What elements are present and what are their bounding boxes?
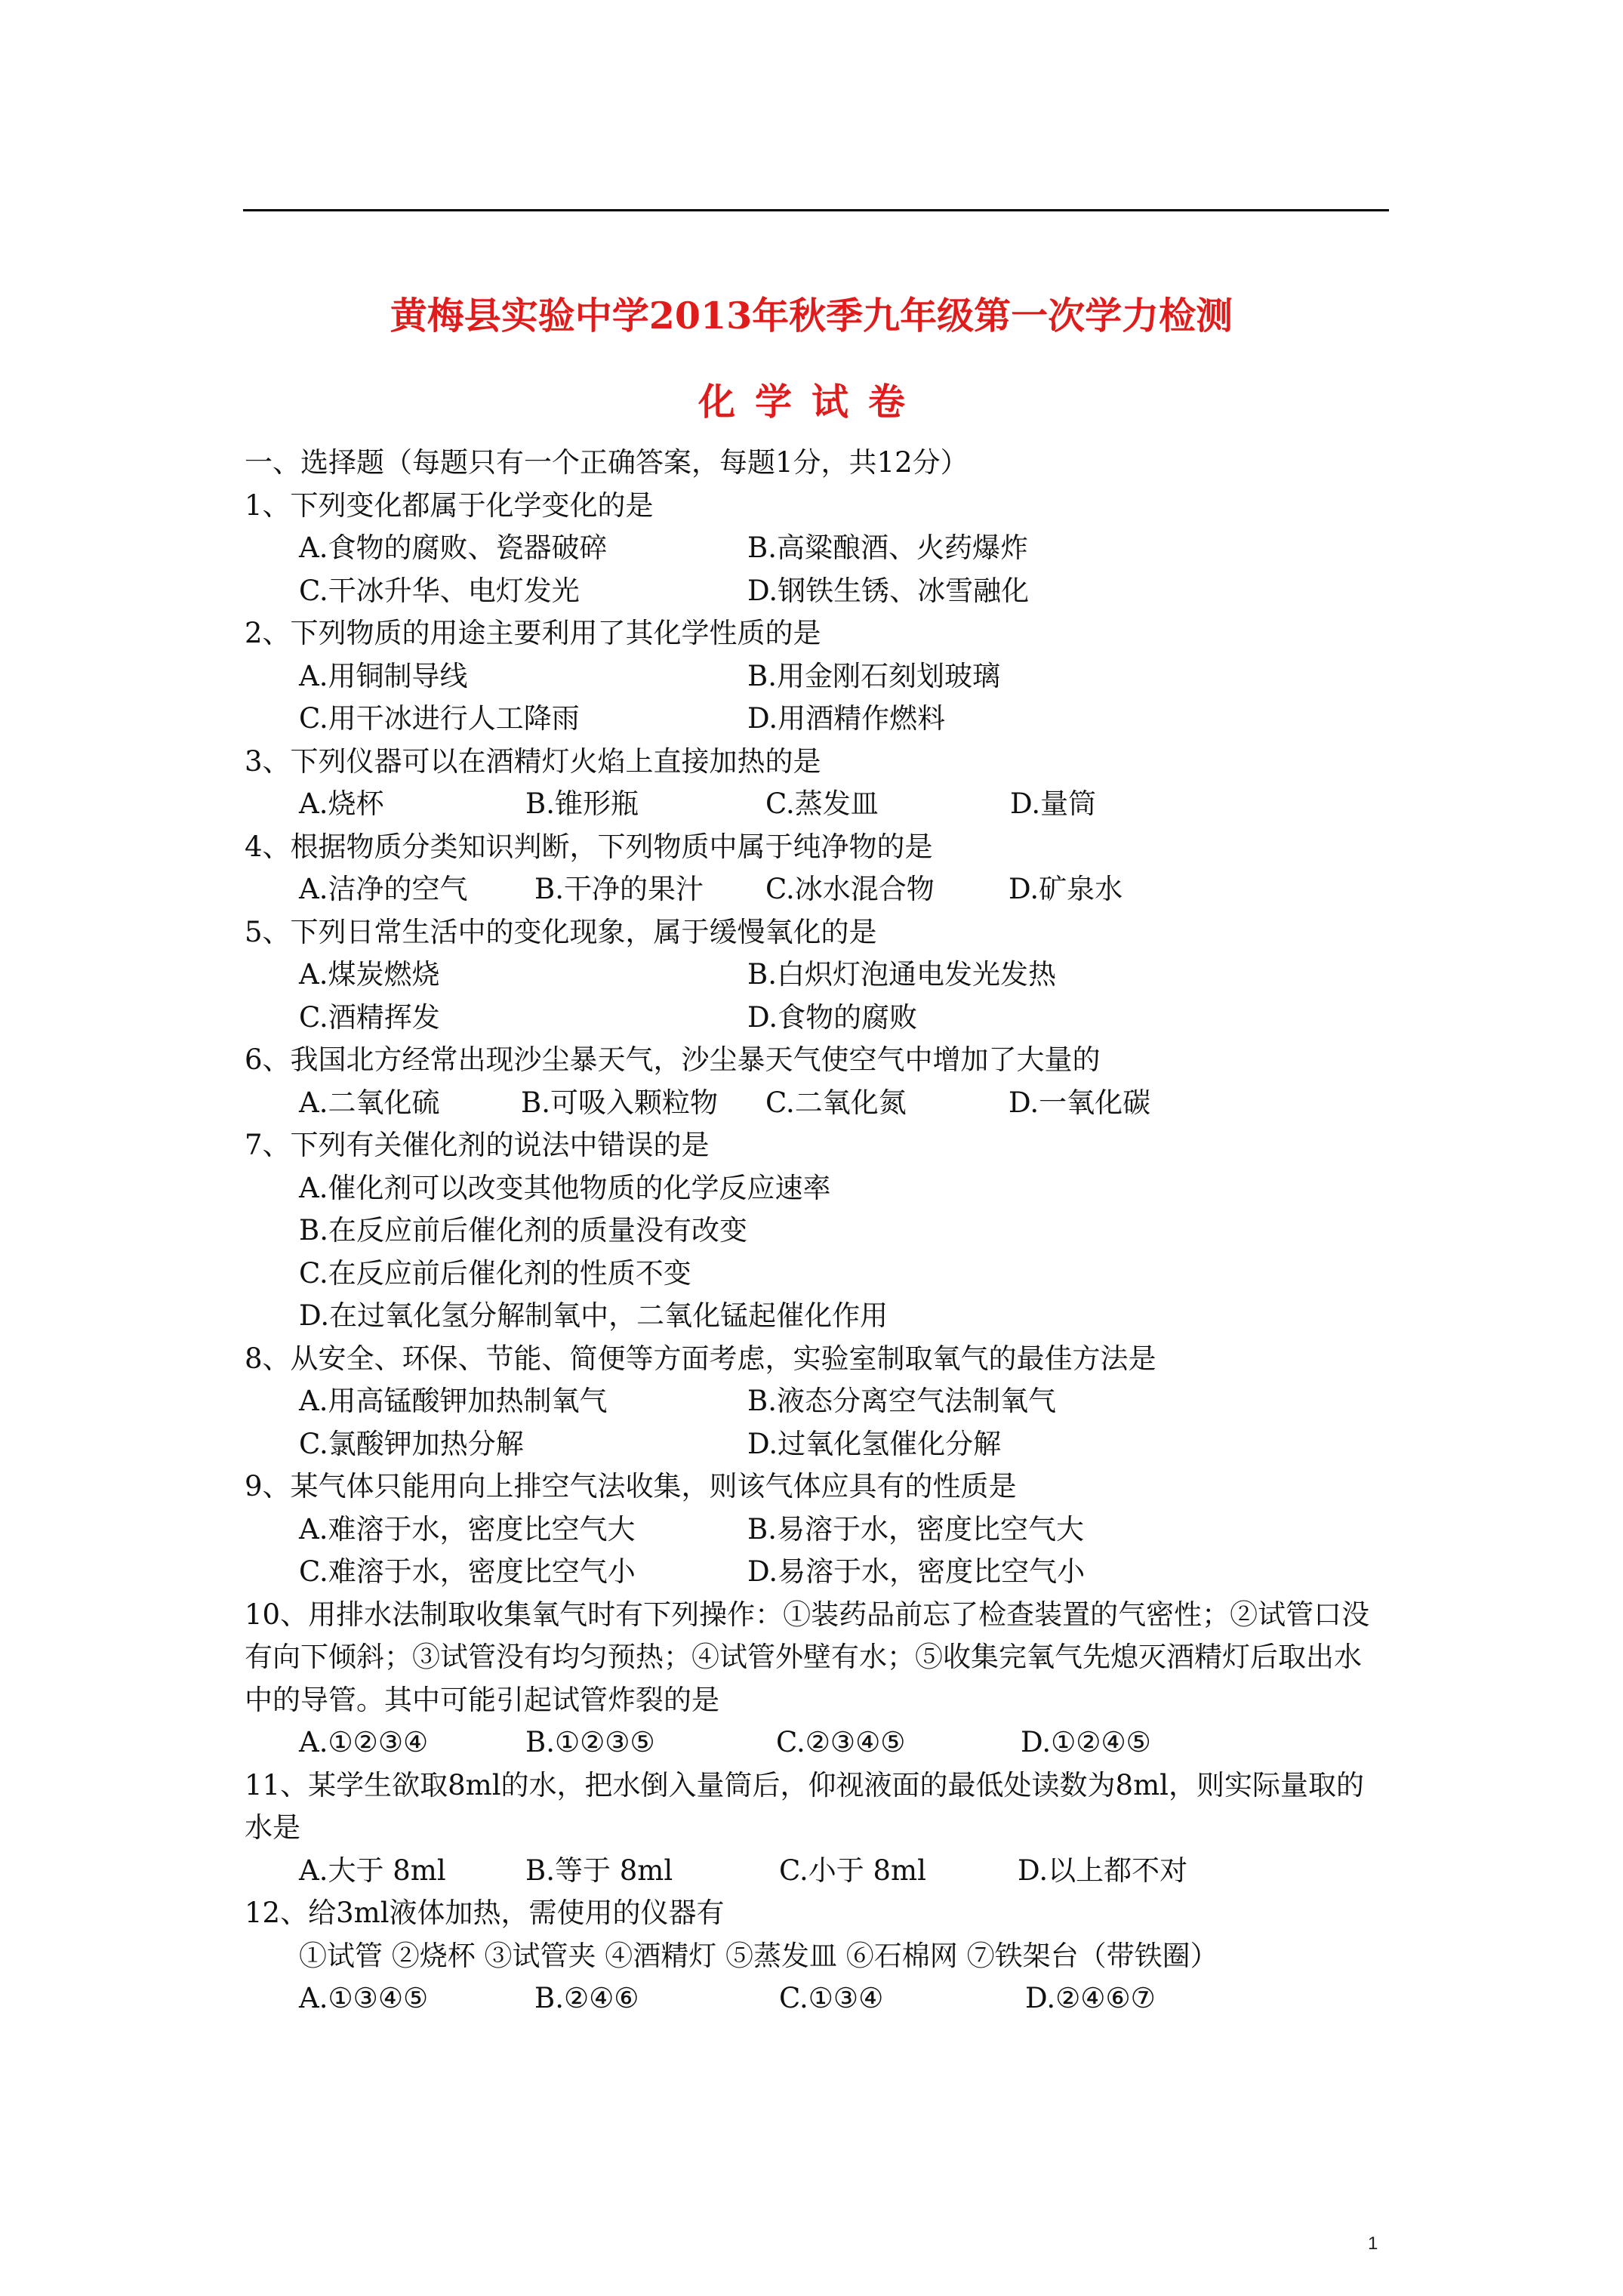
options-row <box>245 1977 1392 2020</box>
header-rule <box>243 209 1389 211</box>
question-stem-5: 5、下列日常生活中的变化现象，属于缓慢氧化的是 <box>245 915 877 948</box>
instrument-list <box>245 1935 1392 1978</box>
option-a: A.催化剂可以改变其他物质的化学反应速率 <box>299 1171 831 1204</box>
exam-subtitle: 化学试卷 <box>698 380 925 424</box>
option-c: C.酒精挥发 <box>299 1000 440 1034</box>
option-c: C.难溶于水，密度比空气小 <box>299 1555 636 1588</box>
option-a: A.洁净的空气 <box>299 873 468 905</box>
question-stem-1: 1、下列变化都属于化学变化的是 <box>245 488 654 522</box>
option-d: D.用酒精作燃料 <box>747 702 946 735</box>
options-row <box>245 1551 1392 1594</box>
exam-content <box>245 442 1392 2020</box>
options-row <box>245 868 1392 911</box>
option-b: B.在反应前后催化剂的质量没有改变 <box>299 1214 747 1247</box>
option-a: A.食物的腐败、瓷器破碎 <box>299 532 608 564</box>
question-stem-10-line-3: 中的导管。其中可能引起试管炸裂的是 <box>245 1683 719 1716</box>
question-stem-12: 12、给3ml液体加热，需使用的仪器有 <box>245 1897 725 1929</box>
option-d: D.食物的腐败 <box>747 1000 918 1034</box>
options-row <box>245 1509 1392 1552</box>
option-a: A.二氧化硫 <box>299 1086 440 1119</box>
exam-title: 黄梅县实验中学2013年秋季九年级第一次学力检测 <box>390 294 1233 337</box>
options-row <box>245 1210 1392 1253</box>
option-c: C.②③④⑤ <box>776 1726 906 1758</box>
options-row <box>245 1423 1392 1466</box>
options-row <box>245 1850 1392 1893</box>
option-c: C.干冰升华、电灯发光 <box>299 574 580 607</box>
option-c: C.氯酸钾加热分解 <box>299 1427 524 1460</box>
options-row <box>245 1721 1392 1764</box>
option-c: C.在反应前后催化剂的性质不变 <box>299 1256 691 1290</box>
options-row <box>245 783 1392 826</box>
option-c: C.小于 8ml <box>779 1854 926 1887</box>
option-b: B.锥形瓶 <box>525 787 639 820</box>
options-row <box>245 655 1392 698</box>
option-a: A.用高锰酸钾加热制氧气 <box>299 1385 608 1417</box>
options-row <box>245 698 1392 741</box>
options-row <box>245 527 1392 570</box>
page-number: 1 <box>1368 2233 1378 2254</box>
option-d: D.易溶于水，密度比空气小 <box>747 1555 1086 1588</box>
option-a: A.①②③④ <box>299 1726 429 1758</box>
option-b: B.白炽灯泡通电发光发热 <box>747 958 1056 991</box>
options-row <box>245 570 1392 613</box>
options-row <box>245 1295 1392 1338</box>
options-row <box>245 1380 1392 1423</box>
option-a: A.大于 8ml <box>299 1854 446 1887</box>
option-d: D.在过氧化氢分解制氧中，二氧化锰起催化作用 <box>299 1299 888 1332</box>
question-stem-3: 3、下列仪器可以在酒精灯火焰上直接加热的是 <box>245 744 821 778</box>
option-a: A.烧杯 <box>299 787 384 820</box>
option-b: B.①②③⑤ <box>525 1726 655 1758</box>
option-d: D.过氧化氢催化分解 <box>747 1427 1002 1460</box>
section-heading: 一、选择题（每题只有一个正确答案，每题1分，共12分） <box>245 446 969 479</box>
instrument-items: ①试管 ②烧杯 ③试管夹 ④酒精灯 ⑤蒸发皿 ⑥石棉网 ⑦铁架台（带铁圈） <box>299 1939 1218 1972</box>
question-stem-4: 4、根据物质分类知识判断，下列物质中属于纯净物的是 <box>245 830 933 863</box>
option-b: B.可吸入颗粒物 <box>521 1086 718 1119</box>
option-d: D.量筒 <box>1010 787 1097 820</box>
option-d: D.一氧化碳 <box>1009 1086 1151 1119</box>
option-c: C.二氧化氮 <box>765 1086 907 1119</box>
option-b: B.等于 8ml <box>525 1854 673 1887</box>
question-stem-11-line-2: 水是 <box>245 1811 300 1844</box>
options-row <box>245 954 1392 997</box>
question-stem-2: 2、下列物质的用途主要利用了其化学性质的是 <box>245 617 821 649</box>
option-b: B.用金刚石刻划玻璃 <box>747 659 1000 692</box>
options-row <box>245 1082 1392 1125</box>
options-row <box>245 1253 1392 1296</box>
option-a: A.用铜制导线 <box>299 659 468 692</box>
option-a: A.难溶于水，密度比空气大 <box>299 1512 636 1546</box>
option-b: B.高粱酿酒、火药爆炸 <box>747 532 1028 564</box>
question-stem-10-line-2: 有向下倾斜；③试管没有均匀预热；④试管外壁有水；⑤收集完氧气先熄灭酒精灯后取出水 <box>245 1641 1362 1673</box>
option-d: D.钢铁生锈、冰雪融化 <box>747 574 1030 607</box>
options-row <box>245 1167 1392 1210</box>
option-b: B.干净的果汁 <box>534 873 704 905</box>
option-c: C.①③④ <box>779 1982 884 2014</box>
option-a: A.①③④⑤ <box>299 1982 429 2014</box>
question-stem-7: 7、下列有关催化剂的说法中错误的是 <box>245 1129 710 1161</box>
option-b: B.易溶于水，密度比空气大 <box>747 1512 1084 1546</box>
question-stem-6: 6、我国北方经常出现沙尘暴天气，沙尘暴天气使空气中增加了大量的 <box>245 1043 1101 1076</box>
option-d: D.矿泉水 <box>1009 873 1123 905</box>
question-stem-10-line-1: 10、用排水法制取收集氧气时有下列操作：①装药品前忘了检查装置的气密性；②试管口没 <box>245 1598 1370 1631</box>
options-row <box>245 997 1392 1040</box>
option-c: C.用干冰进行人工降雨 <box>299 702 580 735</box>
option-c: C.冰水混合物 <box>765 873 935 905</box>
option-d: D.①②④⑤ <box>1021 1726 1151 1758</box>
question-stem-11-line-1: 11、某学生欲取8ml的水，把水倒入量筒后，仰视液面的最低处读数为8ml，则实际量取的 <box>245 1768 1364 1801</box>
option-d: D.②④⑥⑦ <box>1025 1982 1156 2014</box>
question-stem-8: 8、从安全、环保、节能、简便等方面考虑，实验室制取氧气的最佳方法是 <box>245 1342 1156 1375</box>
option-b: B.液态分离空气法制氧气 <box>747 1385 1056 1417</box>
option-a: A.煤炭燃烧 <box>299 958 440 991</box>
question-stem-9: 9、某气体只能用向上排空气法收集，则该气体应具有的性质是 <box>245 1470 1017 1502</box>
option-d: D.以上都不对 <box>1018 1854 1188 1887</box>
option-c: C.蒸发皿 <box>765 787 879 820</box>
option-b: B.②④⑥ <box>534 1982 639 2014</box>
